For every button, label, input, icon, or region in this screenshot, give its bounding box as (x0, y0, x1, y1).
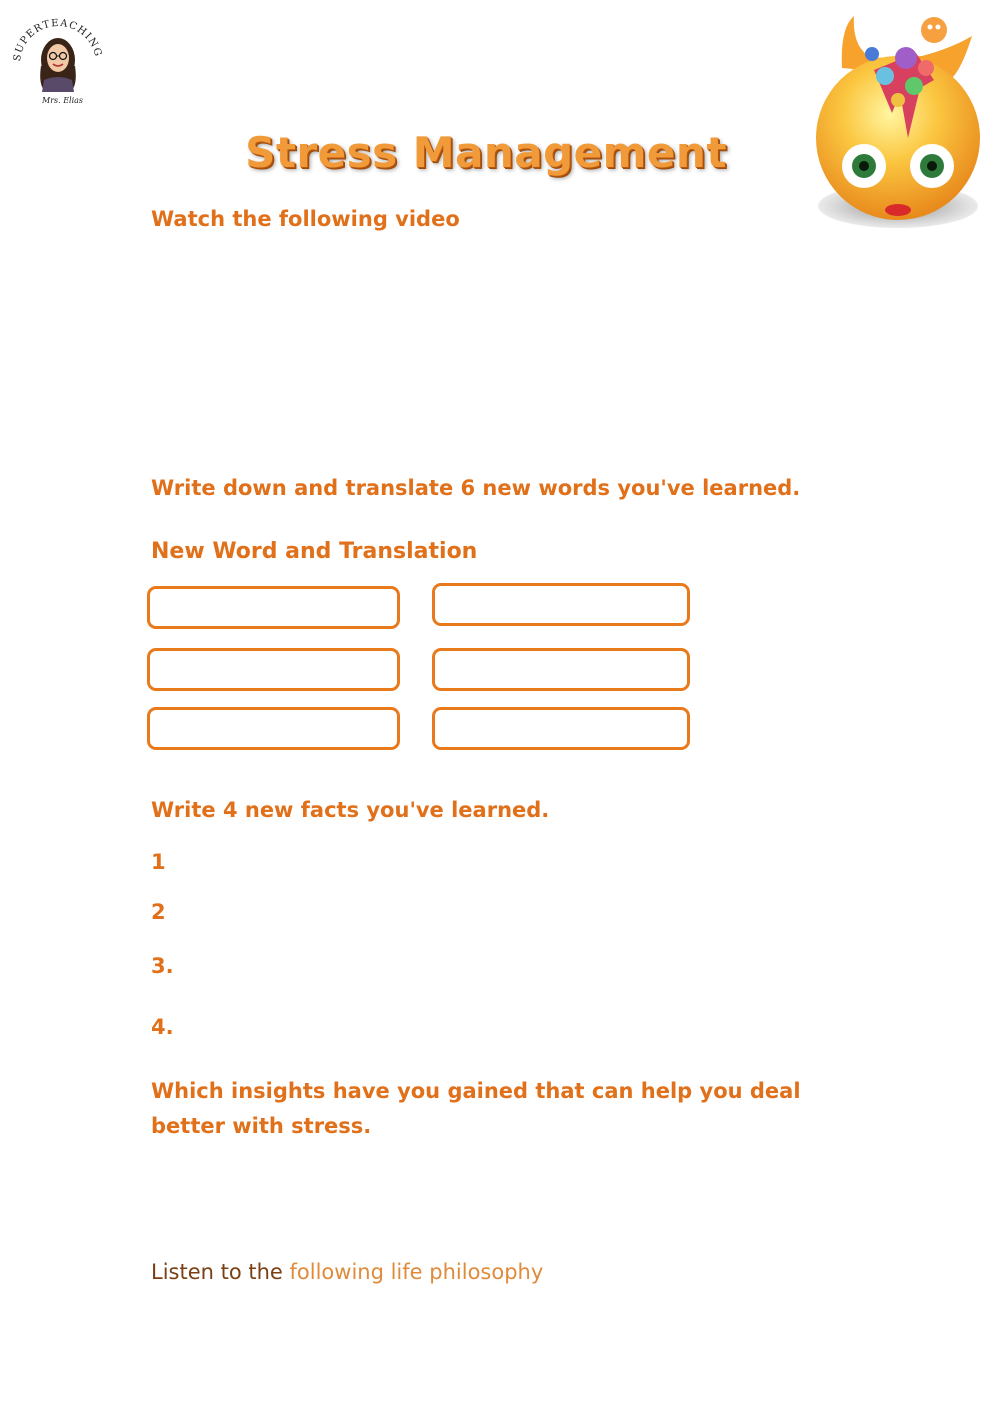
word-answer-box[interactable] (432, 707, 690, 750)
write-facts-instruction: Write 4 new facts you've learned. (151, 798, 550, 822)
listen-instruction (151, 1260, 543, 1284)
listen-text-part: following life philosophy (289, 1260, 544, 1284)
fact-number: 1 (151, 850, 166, 874)
fact-number: 2 (151, 900, 166, 924)
insights-question: Which insights have you gained that can help you deal better with stress. (151, 1079, 801, 1138)
page-title: Stress Management (245, 128, 727, 177)
superteaching-logo (8, 8, 108, 108)
write-words-instruction: Write down and translate 6 new words you've learned. (151, 476, 801, 500)
svg-text:SUPERTEACHING: SUPERTEACHING (11, 17, 104, 63)
word-answer-box[interactable] (147, 586, 400, 629)
word-answer-box[interactable] (147, 648, 400, 691)
fact-number: 4. (151, 1015, 174, 1039)
word-answer-box[interactable] (147, 707, 400, 750)
word-answer-box[interactable] (432, 648, 690, 691)
fact-number: 3. (151, 954, 174, 978)
new-word-translation-heading: New Word and Translation (151, 539, 478, 564)
word-answer-box[interactable] (432, 583, 690, 626)
watch-video-instruction: Watch the following video (151, 207, 460, 231)
stressed-emoji-icon (812, 8, 984, 233)
logo-signature: Mrs. Elias (42, 96, 84, 105)
listen-text-part: Listen to the (151, 1260, 290, 1284)
